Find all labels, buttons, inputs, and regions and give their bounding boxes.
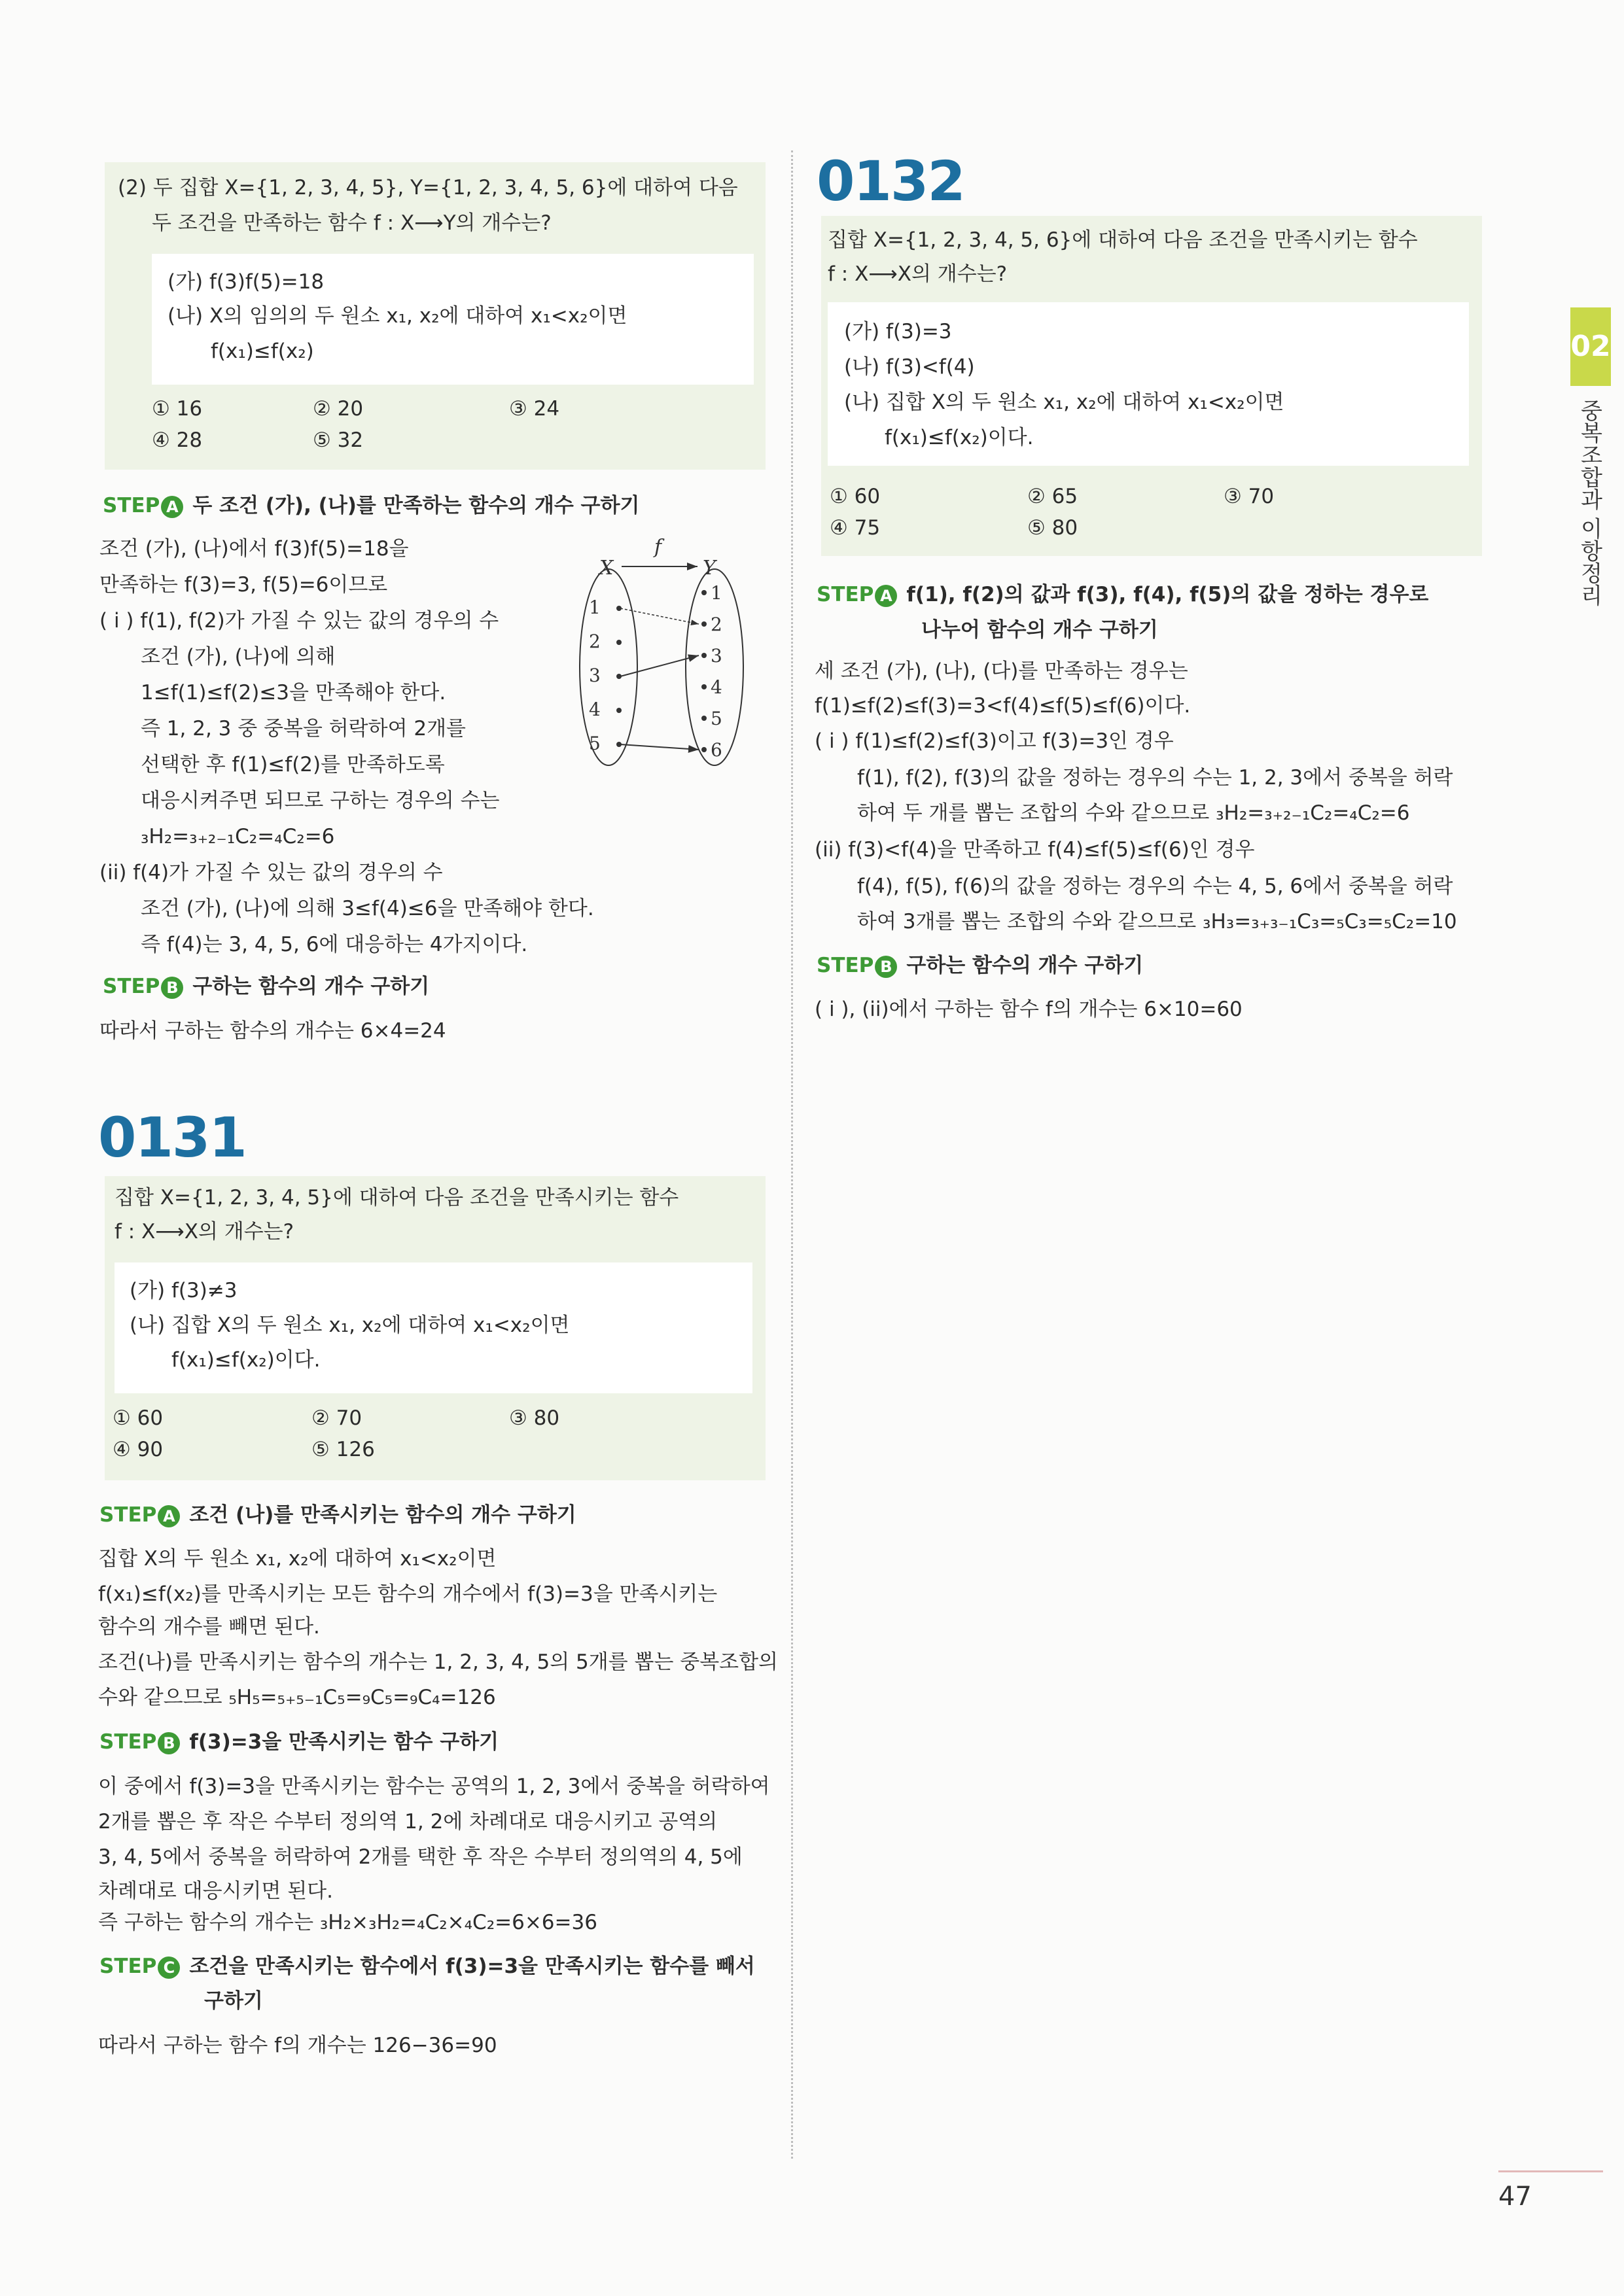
step-a-badge: A [161, 496, 183, 518]
step-a-badge: A [158, 1505, 180, 1527]
problem-number-0132: 0132 [817, 149, 964, 213]
sol2-final: 따라서 구하는 함수의 개수는 6×4=24 [99, 1019, 446, 1043]
problem-2-choice-4: ④ 28 [152, 428, 203, 452]
function-mapping-diagram [563, 536, 772, 772]
sol132-line-4: f(1), f(2), f(3)의 값을 정하는 경우의 수는 1, 2, 3에서 중복을 허락 [857, 766, 1453, 790]
problem-0131-step-c-title-2: 구하기 [204, 1989, 263, 2013]
problem-0132-cond-da: (나) 집합 X의 두 원소 x₁, x₂에 대하여 x₁<x₂이면 [844, 391, 1284, 414]
step-a-badge: A [875, 585, 897, 607]
map-arrow-5-to-6 [620, 744, 699, 750]
problem-0132-choice-1: ① 60 [830, 485, 881, 508]
problem-0132-step-b: STEP B 구하는 함수의 개수 구하기 [817, 954, 1144, 977]
sol2-line-11: 조건 (가), (나)에 의해 3≤f(4)≤6을 만족해야 한다. [141, 897, 594, 920]
diagram-y-label: Y [703, 557, 716, 580]
problem-0131-step-a: STEP A 조건 (나)를 만족시키는 함수의 개수 구하기 [99, 1503, 576, 1527]
problem-0131-line1: 집합 X={1, 2, 3, 4, 5}에 대하여 다음 조건을 만족시키는 함수 [115, 1186, 679, 1209]
sol2-line-3: ( i ) f(1), f(2)가 가질 수 있는 값의 경우의 수 [99, 609, 499, 633]
problem-0131-step-b: STEP B f(3)=3을 만족시키는 함수 구하기 [99, 1730, 499, 1754]
sol131-a-line-4: 조건(나)를 만족시키는 함수의 개수는 1, 2, 3, 4, 5의 5개를 뽑는 중복조합의 [98, 1650, 778, 1674]
problem-0132-cond-na: (나) f(3)<f(4) [844, 355, 975, 379]
sol131-b-line-4: 차례대로 대응시키면 된다. [98, 1879, 333, 1903]
sol2-line-6: 즉 1, 2, 3 중 중복을 허락하여 2개를 [141, 717, 466, 740]
sol132-line-5: 하여 두 개를 뽑는 조합의 수와 같으므로 ₃H₂=₃₊₂₋₁C₂=₄C₂=6 [857, 801, 1410, 825]
problem-2-choice-3: ③ 24 [509, 397, 560, 421]
problem-0132-cond-da-2: f(x₁)≤f(x₂)이다. [885, 426, 1034, 449]
sol131-b-line-2: 2개를 뽑은 후 작은 수부터 정의역 1, 2에 차례대로 대응시키고 공역의 [98, 1810, 718, 1834]
sol2-line-2: 만족하는 f(3)=3, f(5)=6이므로 [99, 573, 388, 597]
sol131-final: 따라서 구하는 함수 f의 개수는 126−36=90 [98, 2034, 497, 2057]
sol132-line-8: 하여 3개를 뽑는 조합의 수와 같으므로 ₃H₃=₃₊₃₋₁C₃=₅C₃=₅C₂=10 [857, 910, 1457, 933]
problem-2-choice-1: ① 16 [152, 397, 203, 421]
sol2-line-8: 대응시켜주면 되므로 구하는 경우의 수는 [141, 789, 500, 812]
diagram-y-items [701, 582, 722, 761]
problem-0131-line2: f : X⟶X의 개수는? [115, 1220, 294, 1244]
problem-0131-choice-4: ④ 90 [113, 1438, 164, 1461]
problem-0132-line2: f : X⟶X의 개수는? [828, 262, 1008, 286]
problem-0132-cond-ga: (가) f(3)=3 [844, 320, 952, 343]
diagram-x-items [589, 597, 622, 754]
sol2-line-5: 1≤f(1)≤f(2)≤3을 만족해야 한다. [141, 681, 446, 704]
sol2-line-7: 선택한 후 f(1)≤f(2)를 만족하도록 [141, 753, 445, 776]
problem-0131-cond-na: (나) 집합 X의 두 원소 x₁, x₂에 대하여 x₁<x₂이면 [130, 1313, 570, 1337]
problem-0131-choice-3: ③ 80 [509, 1406, 560, 1430]
y-item-4: 4 [711, 676, 722, 698]
step-b-badge: B [158, 1732, 180, 1754]
problem-number-0131: 0131 [98, 1105, 246, 1170]
sol2-line-9: ₃H₂=₃₊₂₋₁C₂=₄C₂=6 [141, 825, 335, 848]
problem-2-step-b: STEP B 구하는 함수의 개수 구하기 [103, 975, 430, 998]
problem-2-cond-ga: (가) f(3)f(5)=18 [168, 270, 325, 294]
y-item-2: 2 [711, 614, 722, 635]
sol132-line-7: f(4), f(5), f(6)의 값을 정하는 경우의 수는 4, 5, 6에서 중복을 허락 [857, 875, 1453, 898]
problem-2-choice-5: ⑤ 32 [313, 428, 364, 452]
sol132-line-3: ( i ) f(1)≤f(2)≤f(3)이고 f(3)=3인 경우 [815, 729, 1174, 753]
problem-2-choice-2: ② 20 [313, 397, 364, 421]
sol2-line-1: 조건 (가), (나)에서 f(3)f(5)=18을 [99, 537, 409, 561]
sol132-line-6: (ii) f(3)<f(4)을 만족하고 f(4)≤f(5)≤f(6)인 경우 [815, 838, 1255, 861]
y-item-5: 5 [711, 708, 722, 729]
sol2-line-10: (ii) f(4)가 가질 수 있는 값의 경우의 수 [99, 861, 443, 884]
chapter-title: 중복조합과 이항정리 [1576, 399, 1602, 606]
problem-0131-cond-ga: (가) f(3)≠3 [130, 1279, 238, 1302]
x-item-5: 5 [589, 733, 601, 754]
problem-2-line2: 두 조건을 만족하는 함수 f : X⟶Y의 개수는? [152, 211, 552, 235]
x-item-3: 3 [589, 665, 601, 686]
problem-0132-step-a-title-2: 나누어 함수의 개수 구하기 [921, 618, 1158, 642]
diagram-x-label: X [599, 557, 614, 580]
problem-0132-step-a: STEP A f(1), f(2)의 값과 f(3), f(4), f(5)의 값을 정하는 경우로 [817, 583, 1429, 606]
problem-0132-line1: 집합 X={1, 2, 3, 4, 5, 6}에 대하여 다음 조건을 만족시키는 함수 [828, 228, 1418, 252]
y-item-6: 6 [711, 739, 722, 761]
step-b-badge: B [161, 977, 183, 999]
map-arrow-3-to-3 [620, 655, 699, 676]
sol132-line-1: 세 조건 (가), (나), (다)를 만족하는 경우는 [815, 659, 1188, 683]
x-item-4: 4 [589, 699, 601, 720]
sol131-b-line-5: 즉 구하는 함수의 개수는 ₃H₂×₃H₂=₄C₂×₄C₂=6×6=36 [98, 1911, 597, 1934]
problem-2-line1: (2) 두 집합 X={1, 2, 3, 4, 5}, Y={1, 2, 3, 4, 5, 6}에 대하여 다음 [118, 176, 738, 200]
problem-2-step-a: STEP A 두 조건 (가), (나)를 만족하는 함수의 개수 구하기 [103, 494, 640, 517]
sol131-a-line-1: 집합 X의 두 원소 x₁, x₂에 대하여 x₁<x₂이면 [98, 1547, 497, 1571]
diagram-f-label: f [654, 536, 662, 559]
problem-0132-choice-2: ② 65 [1027, 485, 1078, 508]
problem-2-cond-na: (나) X의 임의의 두 원소 x₁, x₂에 대하여 x₁<x₂이면 [168, 304, 627, 328]
problem-0132-choice-5: ⑤ 80 [1027, 516, 1078, 540]
column-divider [791, 150, 793, 2159]
sol131-a-line-2: f(x₁)≤f(x₂)를 만족시키는 모든 함수의 개수에서 f(3)=3을 만족시키는 [98, 1582, 718, 1606]
step-b-badge: B [875, 956, 897, 978]
problem-0131-choice-1: ① 60 [113, 1406, 164, 1430]
problem-0131-step-c: STEP C 조건을 만족시키는 함수에서 f(3)=3을 만족시키는 함수를 빼서 [99, 1955, 755, 1978]
sol132-line-2: f(1)≤f(2)≤f(3)=3<f(4)≤f(5)≤f(6)이다. [815, 694, 1191, 718]
chapter-tab[interactable]: 02 [1570, 307, 1611, 386]
sol132-final: ( i ), (ii)에서 구하는 함수 f의 개수는 6×10=60 [815, 998, 1243, 1021]
problem-0132-choice-3: ③ 70 [1224, 485, 1275, 508]
sol2-line-4: 조건 (가), (나)에 의해 [141, 645, 336, 669]
step-c-badge: C [158, 1957, 180, 1979]
problem-0131-choice-5: ⑤ 126 [311, 1438, 375, 1461]
x-item-2: 2 [589, 631, 601, 652]
problem-0132-choice-4: ④ 75 [830, 516, 881, 540]
sol131-a-line-5: 수와 같으므로 ₅H₅=₅₊₅₋₁C₅=₉C₅=₉C₄=126 [98, 1686, 496, 1709]
y-item-1: 1 [711, 582, 722, 604]
problem-0131-cond-na-2: f(x₁)≤f(x₂)이다. [171, 1348, 321, 1372]
y-item-3: 3 [711, 645, 722, 667]
x-item-1: 1 [589, 597, 601, 618]
sol2-line-12: 즉 f(4)는 3, 4, 5, 6에 대응하는 4가지이다. [141, 933, 528, 956]
sol131-b-line-3: 3, 4, 5에서 중복을 허락하여 2개를 택한 후 작은 수부터 정의역의 4, 5에 [98, 1845, 743, 1869]
sol131-a-line-3: 함수의 개수를 빼면 된다. [98, 1615, 320, 1639]
problem-2-cond-na-2: f(x₁)≤f(x₂) [211, 339, 314, 363]
page-number-rule [1498, 2170, 1603, 2172]
page-number: 47 [1498, 2182, 1532, 2212]
problem-0131-choice-2: ② 70 [311, 1406, 362, 1430]
sol131-b-line-1: 이 중에서 f(3)=3을 만족시키는 함수는 공역의 1, 2, 3에서 중복을 허락하여 [98, 1775, 770, 1798]
